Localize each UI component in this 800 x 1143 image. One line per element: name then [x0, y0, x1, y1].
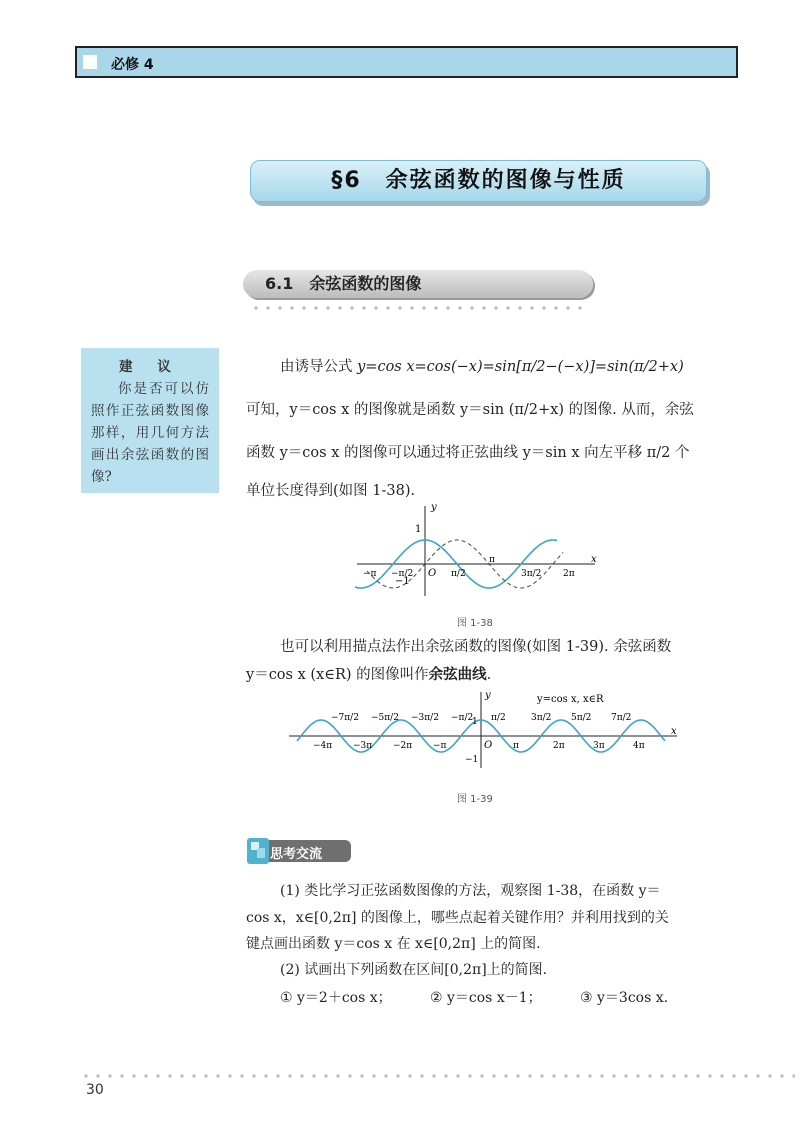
header-bar — [75, 46, 738, 78]
p1-prefix: 由诱导公式 — [280, 359, 353, 375]
fig38-origin: O — [428, 568, 437, 579]
section-title: §6 余弦函数的图像与性质 — [250, 160, 707, 202]
question-1-line-3: 键点画出函数 y＝cos x 在 x∈[0,2π] 上的简图. — [246, 936, 541, 952]
fig39-bottom-tick-labels — [313, 741, 645, 751]
fig39-top-tick-label: −5π/2 — [371, 713, 399, 723]
paragraph-line-2: 可知，y＝cos x 的图像就是函数 y＝sin (π/2+x) 的图像. 从而，余弦 — [246, 402, 694, 418]
header-square-icon — [83, 55, 97, 69]
fig39-top-tick-label: −π/2 — [451, 713, 474, 723]
paragraph-line-4: 单位长度得到(如图 1-38). — [246, 483, 416, 499]
paragraph-line-1 — [280, 350, 684, 384]
fig39-bottom-tick-label: −4π — [313, 741, 333, 751]
fig38-xtick-pi: π — [489, 555, 495, 565]
paragraph-line-6 — [246, 658, 491, 692]
think-discuss-label: 思考交流 — [270, 847, 323, 862]
fig39-bottom-tick-label: 4π — [633, 741, 645, 751]
fig38-tick-neg1: −1 — [395, 576, 410, 587]
fig39-bottom-tick-label: 3π — [593, 741, 605, 751]
fig38-xtick-half-pi: π/2 — [451, 569, 466, 579]
question-2: (2) 试画出下列函数在区间[0,2π]上的简图. — [280, 962, 548, 978]
p6-term-cosine-curve: 余弦曲线 — [428, 666, 487, 683]
fig39-y-label: y — [485, 690, 491, 701]
p1-formula: y=cos x=cos(−x)=sin[π/2−(−x)]=sin(π/2+x) — [357, 359, 684, 375]
fig38-xtick-three-half-pi: 3π/2 — [521, 569, 542, 579]
p6-prefix: y＝cos x (x∈R) 的图像叫作 — [246, 667, 429, 683]
fig39-x-label: x — [671, 726, 677, 737]
fig38-xtick-neg-half-pi: −π/2 — [391, 569, 414, 579]
fig39-top-tick-label: −3π/2 — [411, 713, 439, 723]
paragraph-line-3: 函数 y＝cos x 的图像可以通过将正弦曲线 y＝sin x 向左平移 π/2 个 — [246, 445, 690, 461]
figure-1-39-caption: 图 1-39 — [457, 794, 493, 805]
figure-1-39 — [285, 690, 680, 770]
fig39-bottom-tick-label: π — [513, 741, 519, 751]
fig38-tick-1: 1 — [415, 524, 422, 535]
option-1: ① y＝2＋cos x； — [280, 990, 392, 1006]
fig38-xtick-two-pi: 2π — [563, 569, 575, 579]
fig39-tick-1: 1 — [472, 717, 478, 727]
page-number: 30 — [86, 1082, 104, 1098]
fig39-bottom-tick-label: −3π — [353, 741, 373, 751]
fig39-origin: O — [484, 740, 493, 751]
fig38-y-label: y — [431, 502, 437, 513]
fig39-bottom-tick-label: −π — [433, 741, 447, 751]
fig39-top-tick-label: 5π/2 — [571, 713, 592, 723]
option-2: ② y＝cos x－1； — [430, 990, 542, 1006]
fig39-top-tick-label: −7π/2 — [331, 713, 359, 723]
fig39-bottom-tick-label: 2π — [553, 741, 565, 751]
fig39-tick-neg1: −1 — [465, 755, 479, 765]
subsection-title: 6.1 余弦函数的图像 — [243, 270, 593, 298]
fig39-legend: y=cos x, x∈R — [537, 694, 604, 705]
paragraph-line-5: 也可以利用描点法作出余弦函数的图像(如图 1-39). 余弦函数 — [280, 639, 672, 655]
subsection-dotted-divider — [250, 306, 590, 310]
p6-suffix: . — [486, 667, 492, 683]
fig38-x-label: x — [591, 554, 597, 565]
option-3: ③ y＝3cos x. — [580, 990, 669, 1006]
sidebar-title: 建 议 — [119, 359, 181, 375]
fig38-xtick-neg-pi: −π — [363, 569, 377, 579]
fig39-top-tick-label: 3π/2 — [531, 713, 552, 723]
fig39-top-tick-label: 7π/2 — [611, 713, 632, 723]
footer-dotted-divider — [80, 1074, 795, 1078]
question-1-line-1: (1) 类比学习正弦函数图像的方法，观察图 1-38，在函数 y＝ — [280, 883, 661, 899]
sidebar-suggestion — [81, 348, 219, 493]
header-label: 必修 4 — [111, 57, 154, 73]
fig39-top-tick-label: π/2 — [491, 713, 506, 723]
figure-1-38 — [355, 500, 600, 600]
fig39-bottom-tick-label: −2π — [393, 741, 413, 751]
figure-1-38-caption: 图 1-38 — [457, 618, 493, 629]
sidebar-body: 你是否可以仿照作正弦函数图像那样，用几何方法画出余弦函数的图像? — [91, 381, 209, 485]
question-1-line-2: cos x，x∈[0,2π] 的图像上，哪些点起着关键作用？并利用找到的关 — [246, 910, 669, 926]
